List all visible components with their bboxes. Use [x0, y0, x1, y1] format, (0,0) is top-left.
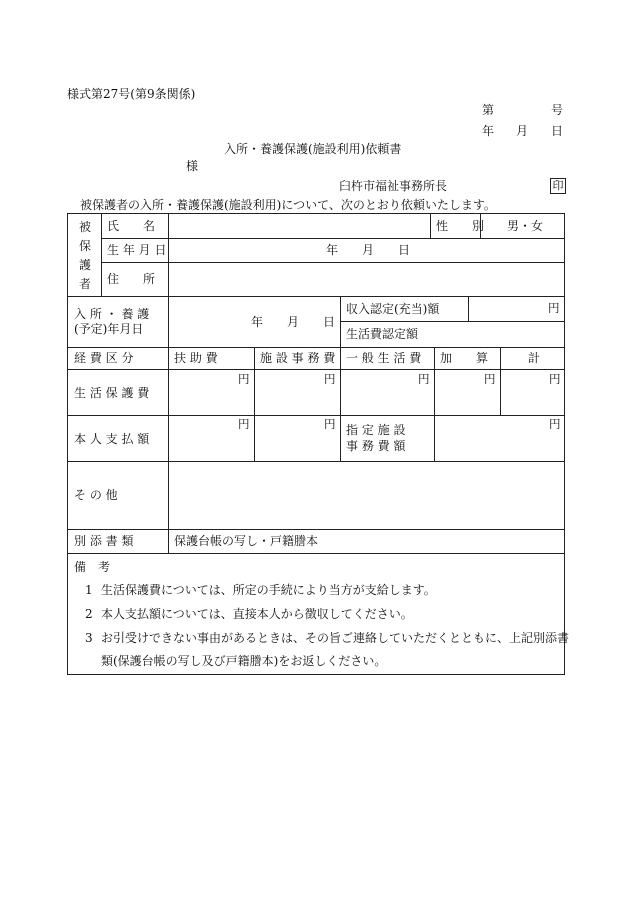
income-label: 収入認定(充当)額 — [346, 302, 440, 316]
side-label-char: 保 — [79, 239, 92, 253]
yen-unit: 円 — [549, 372, 561, 386]
note-number: 3 — [85, 631, 93, 645]
sex-value: 男・女 — [507, 219, 544, 233]
ref-dai: 第 — [482, 103, 495, 117]
side-label-char: 者 — [79, 277, 92, 291]
expense-header: 加 算 — [440, 351, 489, 365]
admission-date-value: 年 月 日 — [251, 315, 336, 329]
sender-name: 臼杵市福祉事務所長 — [339, 179, 448, 193]
addressee-suffix: 様 — [186, 159, 199, 173]
yen-unit: 円 — [324, 417, 336, 431]
request-form — [67, 213, 570, 675]
note-text: 本人支払額については、直接本人から徴収してください。 — [101, 607, 413, 621]
note-text: 生活保護費については、所定の手続により当方が支給します。 — [101, 583, 436, 597]
expense-header: 計 — [528, 351, 541, 365]
yen-unit: 円 — [549, 417, 561, 431]
other-label: そ の 他 — [74, 488, 118, 502]
date-year: 年 — [482, 124, 495, 138]
designated-label-line2: 事 務 費 額 — [346, 439, 406, 453]
expense-header: 一 般 生 活 費 — [346, 351, 422, 365]
living-protection-label: 生 活 保 護 費 — [74, 386, 150, 400]
yen-unit: 円 — [238, 417, 250, 431]
side-label-char: 護 — [79, 258, 92, 272]
date-day: 日 — [551, 124, 564, 138]
yen-unit: 円 — [324, 372, 336, 386]
intro-text: 被保護者の入所・養護保護(施設利用)について、次のとおり依頼いたします。 — [80, 198, 496, 212]
sex-label: 性 別 — [436, 219, 485, 233]
form-number: 様式第27号(第9条関係) — [67, 87, 196, 101]
attachments-label: 別 添 書 類 — [74, 534, 134, 548]
birth-label: 生 年 月 日 — [107, 243, 167, 257]
side-label-char: 被 — [79, 220, 92, 234]
note-number: 2 — [85, 607, 93, 621]
yen-unit: 円 — [484, 372, 496, 386]
note-text: お引受けできない事由があるときは、その旨ご連絡していただくとともに、上記別添書 — [101, 631, 570, 645]
note-number: 1 — [85, 583, 93, 597]
date-month: 月 — [516, 124, 529, 138]
admission-label-line2: (予定)年月日 — [74, 322, 144, 336]
expense-header: 扶 助 費 — [174, 351, 218, 365]
expense-header: 施 設 事 務 費 — [260, 351, 336, 365]
living-label: 生活費認定額 — [346, 327, 419, 341]
notes-header: 備 考 — [74, 560, 111, 574]
address-label: 住 所 — [107, 272, 156, 286]
name-label: 氏 名 — [107, 219, 156, 233]
note-text-continued: 類(保護台帳の写し及び戸籍謄本)をお返しください。 — [101, 654, 387, 668]
birth-value: 年 月 日 — [326, 243, 411, 257]
attachments-value: 保護台帳の写し・戸籍謄本 — [174, 534, 319, 548]
yen-unit: 円 — [418, 372, 430, 386]
seal-mark: 印 — [550, 178, 566, 194]
yen-unit: 円 — [238, 372, 250, 386]
self-payment-label: 本 人 支 払 額 — [74, 432, 150, 446]
expense-header: 経 費 区 分 — [74, 351, 134, 365]
document-title: 入所・養護保護(施設利用)依頼書 — [224, 142, 402, 156]
designated-label-line1: 指 定 施 設 — [346, 423, 406, 437]
income-unit: 円 — [548, 301, 560, 315]
ref-go: 号 — [551, 103, 564, 117]
admission-label-line1: 入 所 ・ 養 護 — [74, 307, 150, 321]
